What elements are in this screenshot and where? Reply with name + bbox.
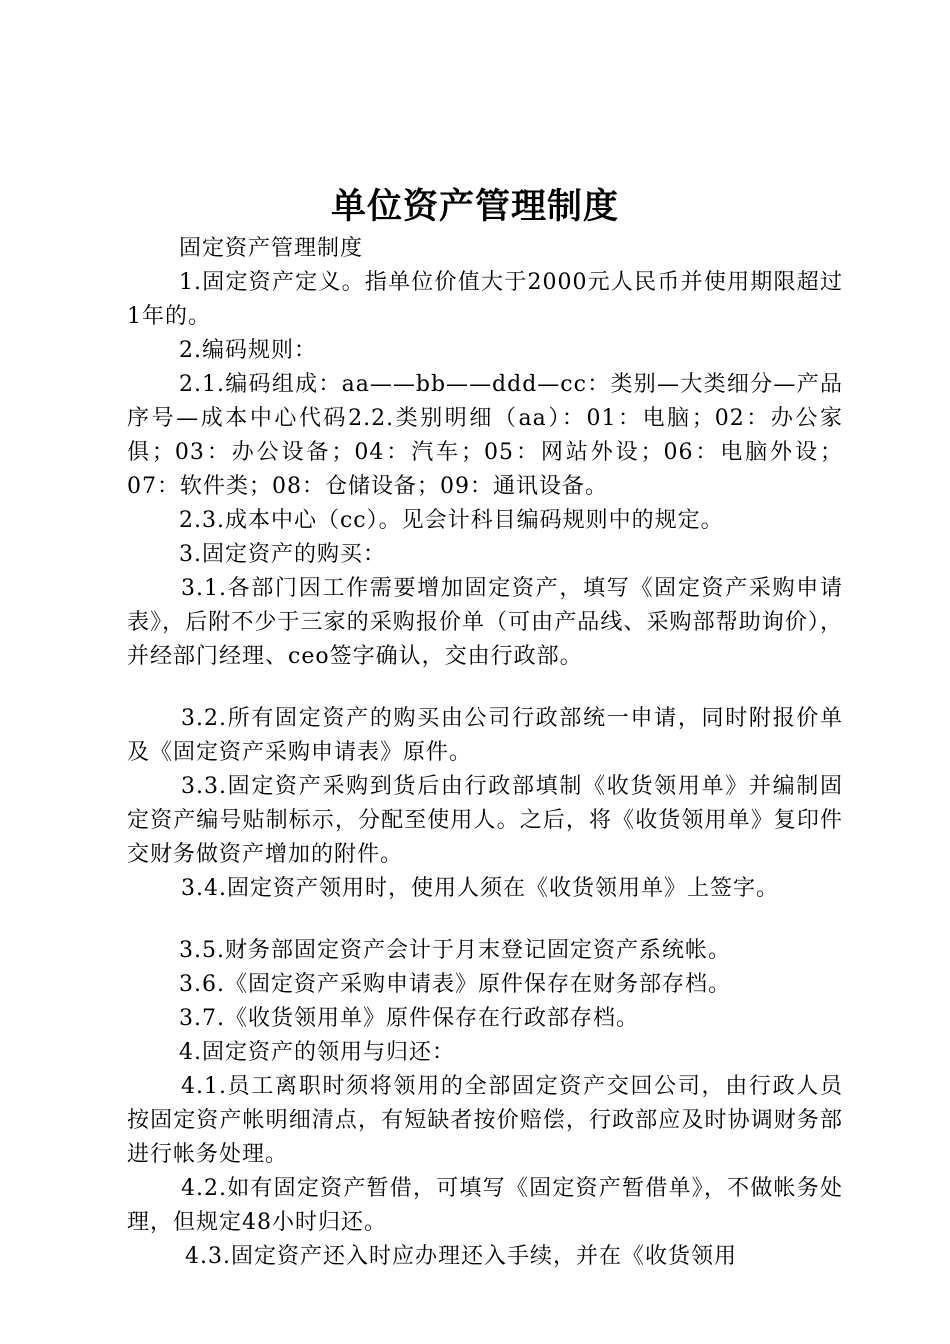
paragraph-definition: 1.固定资产定义。指单位价值大于2000元人民币并使用期限超过1年的。 <box>127 270 843 329</box>
paragraph-purchase-3-7: 3.7.《收货领用单》原件保存在行政部存档。 <box>179 1006 639 1031</box>
paragraph-purchase-3-5: 3.5.财务部固定资产会计于月末登记固定资产系统帐。 <box>179 938 731 963</box>
paragraph-purchase-heading: 3.固定资产的购买： <box>179 542 386 567</box>
paragraph-return-4-3: 4.3.固定资产还入时应办理还入手续，并在《收货领用 <box>185 1244 737 1269</box>
document-title: 单位资产管理制度 <box>330 186 619 227</box>
paragraph-return-4-1: 4.1.员工离职时须将领用的全部固定资产交回公司，由行政人员按固定资产帐明细清点，有短缺者按价赔偿，行政部应及时协调财务部进行帐务处理。 <box>127 1074 843 1167</box>
paragraph-purchase-3-3: 3.3.固定资产采购到货后由行政部填制《收货领用单》并编制固定资产编号贴制标示，分配至使用人。之后，将《收货领用单》复印件交财务做资产增加的附件。 <box>127 774 843 867</box>
paragraph-coding-rules: 2.编码规则： <box>179 338 317 363</box>
paragraph-cost-center: 2.3.成本中心（cc）。见会计科目编码规则中的规定。 <box>179 508 724 533</box>
paragraph-purchase-3-6: 3.6.《固定资产采购申请表》原件保存在财务部存档。 <box>179 972 731 997</box>
paragraph-purchase-3-4: 3.4.固定资产领用时，使用人须在《收货领用单》上签字。 <box>181 876 779 901</box>
paragraph-return-heading: 4.固定资产的领用与归还： <box>179 1040 455 1065</box>
paragraph-purchase-3-2: 3.2.所有固定资产的购买由公司行政部统一申请，同时附报价单及《固定资产采购申请表》原件。 <box>127 706 843 765</box>
paragraph-coding-composition: 2.1.编码组成：aa——bb——ddd—cc：类别—大类细分—产品序号—成本中心代码2.2.类别明细（aa）：01：电脑；02：办公家俱；03：办公设备；04：汽车；05：网站外设；06：电脑外设；07：软件类；08：仓储设备；09：通讯设备。 <box>127 372 843 499</box>
paragraph-return-4-2: 4.2.如有固定资产暂借，可填写《固定资产暂借单》，不做帐务处理，但规定48小时归还。 <box>127 1176 843 1235</box>
paragraph-subtitle: 固定资产管理制度 <box>179 236 364 261</box>
document-body <box>127 232 843 1274</box>
paragraph-purchase-3-1: 3.1.各部门因工作需要增加固定资产，填写《固定资产采购申请表》，后附不少于三家的采购报价单（可由产品线、采购部帮助询价），并经部门经理、ceo签字确认，交由行政部。 <box>127 576 843 669</box>
